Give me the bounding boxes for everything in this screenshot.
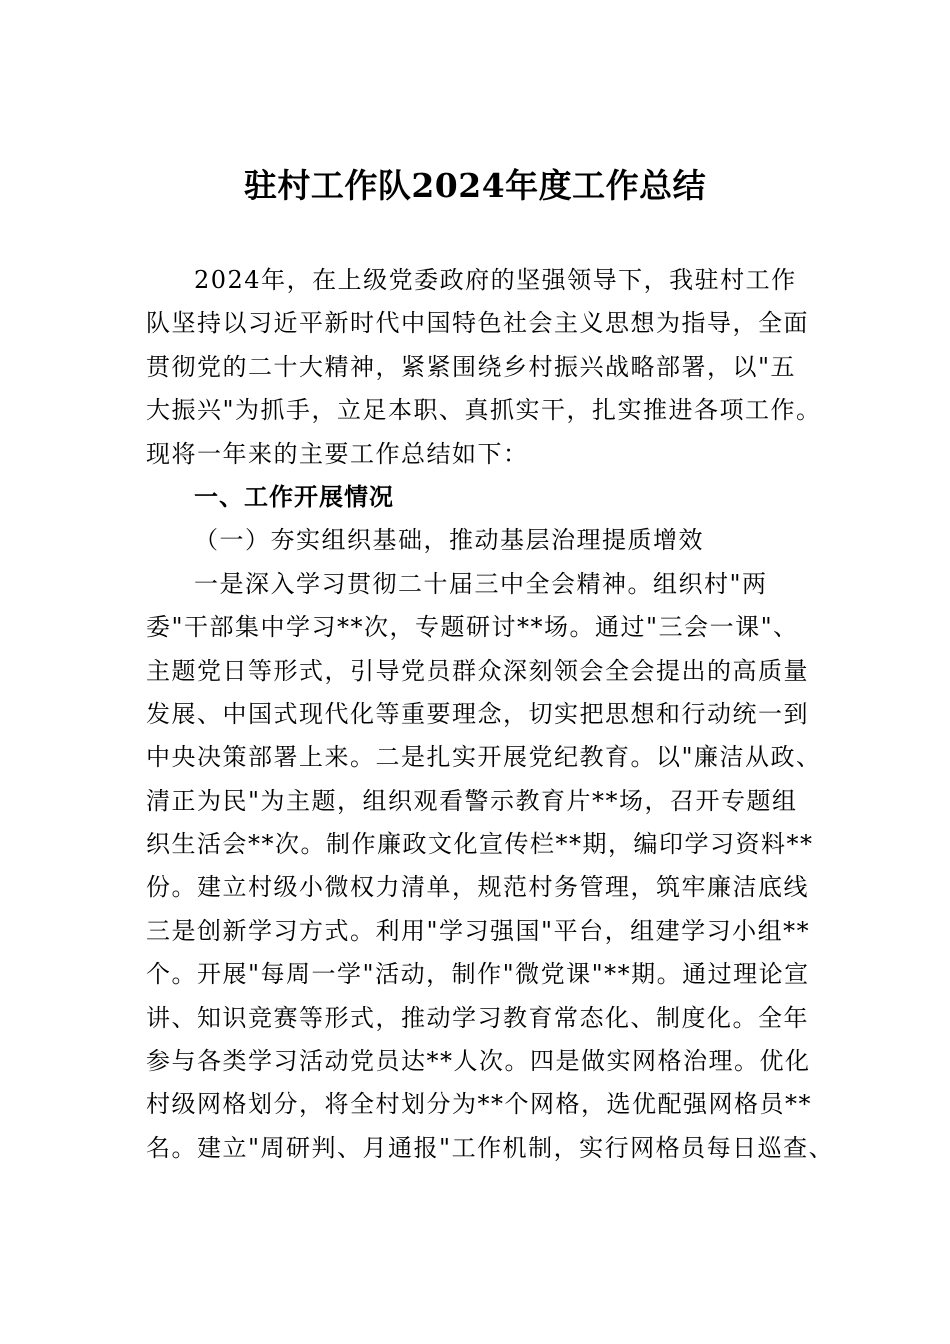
- paragraph-line: 现将一年来的主要工作总结如下：: [146, 439, 529, 468]
- paragraph-line: 清正为民"为主题，组织观看警示教育片**场，召开专题组: [146, 786, 798, 815]
- paragraph-line: 参与各类学习活动党员达**人次。四是做实网格治理。优化: [146, 1047, 811, 1076]
- paragraph-line: 贯彻党的二十大精神，紧紧围绕乡村振兴战略部署，以"五: [146, 352, 797, 381]
- paragraph-line: 大振兴"为抓手，立足本职、真抓实干，扎实推进各项工作。: [146, 396, 822, 425]
- paragraph-line: 一是深入学习贯彻二十届三中全会精神。组织村"两: [194, 569, 768, 598]
- section-heading: 一、工作开展情况: [194, 482, 394, 511]
- paragraph-line: 名。建立"周研判、月通报"工作机制，实行网格员每日巡查、: [146, 1133, 835, 1162]
- paragraph-line: 份。建立村级小微权力清单，规范村务管理，筑牢廉洁底线: [146, 873, 809, 902]
- paragraph-line: 个。开展"每周一学"活动，制作"微党课"**期。通过理论宣: [146, 960, 810, 989]
- subsection-heading: （一）夯实组织基础，推动基层治理提质增效: [194, 526, 704, 555]
- paragraph-line: 三是创新学习方式。利用"学习强国"平台，组建学习小组**: [146, 916, 811, 945]
- paragraph-line: 委"干部集中学习**次，专题研讨**场。通过"三会一课"、: [146, 613, 799, 642]
- paragraph-line: 主题党日等形式，引导党员群众深刻领会全会提出的高质量: [146, 656, 809, 685]
- paragraph-line: 中央决策部署上来。二是扎实开展党纪教育。以"廉洁从政、: [146, 743, 822, 772]
- document-body: [146, 259, 835, 1170]
- paragraph-line: 讲、知识竞赛等形式，推动学习教育常态化、制度化。全年: [146, 1003, 809, 1032]
- paragraph-line: 2024年，在上级党委政府的坚强领导下，我驻村工作: [194, 266, 797, 294]
- paragraph-line: 村级网格划分，将全村划分为**个网格，选优配强网格员**: [146, 1090, 812, 1119]
- paragraph-line: 发展、中国式现代化等重要理念，切实把思想和行动统一到: [146, 699, 809, 728]
- document-title: 驻村工作队2024年度工作总结: [243, 166, 707, 205]
- paragraph-line: 队坚持以习近平新时代中国特色社会主义思想为指导，全面: [146, 309, 809, 338]
- paragraph-line: 织生活会**次。制作廉政文化宣传栏**期，编印学习资料**: [146, 830, 814, 859]
